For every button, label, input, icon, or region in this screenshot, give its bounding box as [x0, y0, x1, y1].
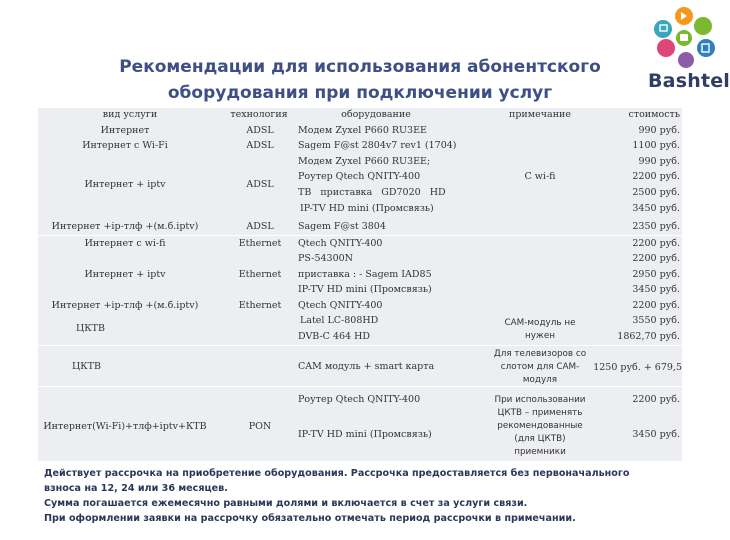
header-service: вид услуги: [102, 109, 158, 120]
price-cell: 2200 руб.: [632, 238, 680, 249]
price-cell: 990 руб.: [638, 156, 680, 167]
row-divider: [38, 345, 682, 346]
note-cell: модуля: [522, 375, 558, 385]
equipment-cell: Роутер Qtech QNITY-400: [298, 394, 421, 405]
equipment-cell: Qtech QNITY-400: [298, 238, 383, 249]
tech-cell: Ethernet: [238, 300, 282, 311]
header-note: примечание: [509, 109, 571, 120]
tech-cell: ADSL: [246, 125, 274, 136]
note-cell: слотом для CAM-: [500, 362, 580, 372]
service-cell: Интернет с Wi-Fi: [82, 140, 168, 151]
price-cell: 3550 руб.: [632, 315, 680, 326]
row-divider: [38, 235, 682, 236]
price-cell: 2200 руб.: [632, 171, 680, 182]
header-tech: технология: [230, 109, 288, 120]
title-line-2: оборудования при подключении услуг: [167, 83, 553, 103]
price-cell: 2200 руб.: [632, 394, 680, 405]
note-cell: При использовании: [494, 395, 586, 405]
equipment-cell: Sagem F@st 2804v7 rev1 (1704): [298, 140, 457, 151]
service-cell: Интернет(Wi-Fi)+тлф+iptv+КТВ: [43, 421, 207, 432]
price-cell: 1862,70 руб.: [617, 331, 680, 342]
footnote-line: Сумма погашается ежемесячно равными долями и включается в счет за услуги связи.: [44, 498, 528, 509]
header-price: стоимость: [628, 109, 680, 120]
price-cell: 3450 руб.: [632, 203, 680, 214]
equipment-cell: DVB-C 464 HD: [298, 331, 371, 342]
equipment-cell: IP-TV HD mini (Промсвязь): [298, 429, 432, 440]
service-cell: ЦКТВ: [72, 361, 101, 372]
equipment-cell: Qtech QNITY-400: [298, 300, 383, 311]
equipment-cell: приставка : - Sagem IAD85: [298, 269, 432, 280]
equipment-cell: CAM модуль + smart карта: [298, 361, 435, 372]
service-cell: Интернет + iptv: [84, 269, 166, 280]
service-cell: ЦКТВ: [76, 323, 105, 334]
price-cell: 3450 руб.: [632, 429, 680, 440]
service-cell: Интернет +ip-тлф +(м.б.iptv): [51, 300, 199, 311]
tech-cell: ADSL: [246, 179, 274, 190]
note-cell: CAM-модуль не: [504, 318, 576, 328]
price-cell: 2350 руб.: [632, 221, 680, 232]
service-cell: Интернет + iptv: [84, 179, 166, 190]
equipment-cell: Latel LC-808HD: [300, 315, 379, 326]
equipment-cell: Роутер Qtech QNITY-400: [298, 171, 421, 182]
note-cell: рекомендованные: [497, 421, 583, 431]
note-cell: нужен: [524, 331, 556, 341]
price-cell: 1100 руб.: [632, 140, 680, 151]
price-cell: 3450 руб.: [632, 284, 680, 295]
note-cell: ЦКТВ – применять: [497, 408, 583, 418]
footnote-line: Действует рассрочка на приобретение оборудования. Рассрочка предоставляется без первоначального: [44, 468, 630, 479]
price-cell: 1250 руб. + 679,5: [593, 362, 682, 373]
note-cell: С wi-fi: [524, 171, 556, 182]
equipment-cell: ТВ приставка GD7020 HD: [298, 187, 446, 198]
equipment-cell: Модем Zyxel P660 RU3EE: [298, 125, 427, 136]
price-cell: 2200 руб.: [632, 300, 680, 311]
price-cell: 2950 руб.: [632, 269, 680, 280]
equipment-cell: PS-54300N: [298, 253, 353, 264]
page-title: [95, 54, 625, 106]
price-cell: 990 руб.: [638, 125, 680, 136]
tech-cell: PON: [248, 421, 272, 432]
equipment-cell: IP-TV HD mini (Промсвязь): [298, 284, 432, 295]
tech-cell: ADSL: [246, 221, 274, 232]
price-cell: 2500 руб.: [632, 187, 680, 198]
tech-cell: ADSL: [246, 140, 274, 151]
note-cell: Для телевизоров со: [493, 349, 587, 359]
header-equipment: оборудование: [341, 109, 411, 120]
price-cell: 2200 руб.: [632, 253, 680, 264]
footnote-line: взноса на 12, 24 или 36 месяцев.: [44, 483, 228, 494]
bashtel-logo-icon: [646, 4, 720, 74]
footnote-line: При оформлении заявки на рассрочку обязательно отмечать период рассрочки в примечании.: [44, 513, 576, 524]
tech-cell: Ethernet: [238, 269, 282, 280]
equipment-cell: IP-TV HD mini (Промсвязь): [300, 203, 434, 214]
equipment-cell: Sagem F@st 3804: [298, 221, 386, 232]
service-cell: Интернет +ip-тлф +(м.б.iptv): [51, 221, 199, 232]
tech-cell: Ethernet: [238, 238, 282, 249]
service-cell: Интернет: [100, 125, 150, 136]
title-line-1: Рекомендации для использования абонентского: [119, 57, 601, 77]
note-cell: приемники: [514, 447, 566, 457]
equipment-cell: Модем Zyxel P660 RU3EE;: [298, 156, 431, 167]
note-cell: (для ЦКТВ): [514, 434, 566, 444]
service-cell: Интернет с wi-fi: [84, 238, 166, 249]
installment-notes: [44, 466, 684, 526]
brand-name: Bashtel: [648, 70, 730, 92]
